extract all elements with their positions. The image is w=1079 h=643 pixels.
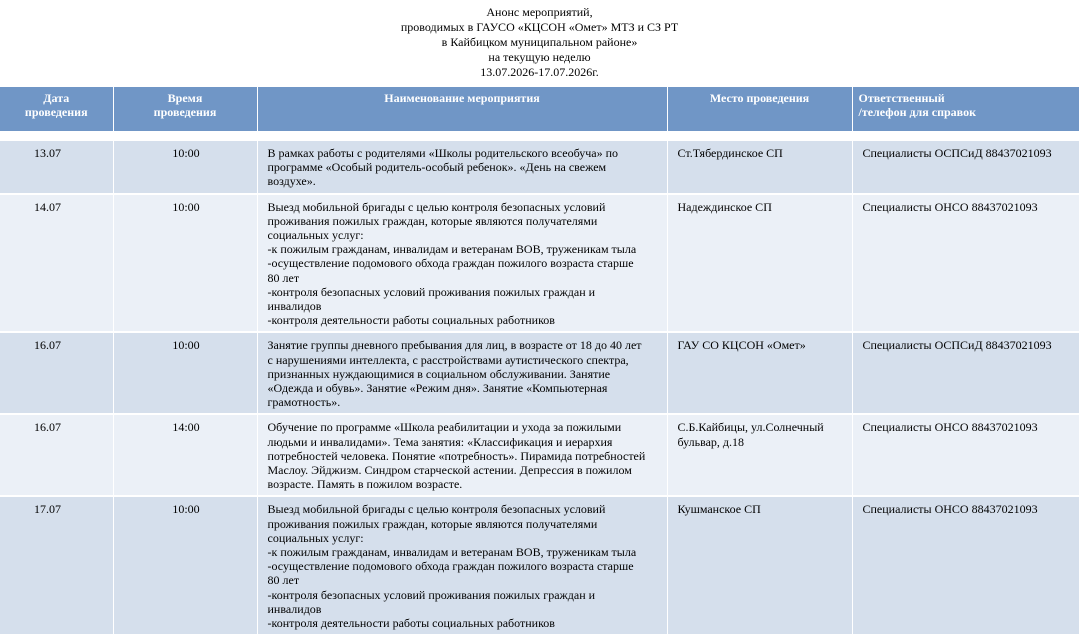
event-date: 13.07 bbox=[0, 140, 113, 194]
header-line: 13.07.2026-17.07.2026г. bbox=[480, 65, 599, 79]
event-place: Кушманское СП bbox=[667, 496, 852, 635]
event-description: Выезд мобильной бригады с целью контроля безопасных условий проживания пожилых граждан, которые являются получателями социальных услуг: -к пожилым гражданам, инвалидам и ветеранам ВОВ, труженикам тыла -осуществление подомового обхода граждан пожилого возраста старше 80 лет -контроля безопасных условий проживания пожилых граждан и инвалидов -контроля деятельности работы социальных работников bbox=[257, 496, 667, 635]
table-header-row bbox=[0, 87, 1079, 131]
column-header-time: Время проведения bbox=[113, 87, 257, 131]
event-description: Выезд мобильной бригады с целью контроля безопасных условий проживания пожилых граждан, которые являются получателями социальных услуг: -к пожилым гражданам, инвалидам и ветеранам ВОВ, труженикам тыла -осуществление подомового обхода граждан пожилого возраста старше 80 лет -контроля безопасных условий проживания пожилых граждан и инвалидов -контроля деятельности работы социальных работников bbox=[257, 194, 667, 333]
event-date: 16.07 bbox=[0, 414, 113, 496]
column-header-date: Дата проведения bbox=[0, 87, 113, 131]
event-responsible: Специалисты ОНСО 88437021093 bbox=[852, 194, 1079, 333]
event-description: Занятие группы дневного пребывания для лиц, в возрасте от 18 до 40 лет с нарушениями интеллекта, с расстройствами аутистического спектра, признанных нуждающимися в социальном обслуживании. Занятие «Одежда и обувь». Занятие «Режим дня». Занятие «Компьютерная грамотность». bbox=[257, 332, 667, 414]
event-responsible: Специалисты ОСПСиД 88437021093 bbox=[852, 332, 1079, 414]
event-time: 10:00 bbox=[113, 496, 257, 635]
event-description: В рамках работы с родителями «Школы родительского всеобуча» по программе «Особый родитель-особый ребенок». «День на свежем воздухе». bbox=[257, 140, 667, 194]
header-line: проводимых в ГАУСО «КЦСОН «Омет» МТЗ и СЗ РТ bbox=[400, 20, 679, 34]
column-header-responsible: Ответственный /телефон для справок bbox=[852, 87, 1079, 131]
table-row bbox=[0, 332, 1079, 414]
event-responsible: Специалисты ОНСО 88437021093 bbox=[852, 496, 1079, 635]
header-line: Анонс мероприятий, bbox=[486, 5, 593, 19]
event-time: 14:00 bbox=[113, 414, 257, 496]
column-header-place: Место проведения bbox=[667, 87, 852, 131]
event-date: 16.07 bbox=[0, 332, 113, 414]
event-place: С.Б.Кайбицы, ул.Солнечный бульвар, д.18 bbox=[667, 414, 852, 496]
header-line: в Кайбицком муниципальном районе» bbox=[441, 35, 638, 49]
document-header bbox=[0, 0, 1079, 87]
event-time: 10:00 bbox=[113, 194, 257, 333]
event-time: 10:00 bbox=[113, 332, 257, 414]
event-time: 10:00 bbox=[113, 140, 257, 194]
table-row bbox=[0, 496, 1079, 635]
header-line: на текущую неделю bbox=[488, 50, 591, 64]
event-date: 17.07 bbox=[0, 496, 113, 635]
events-table bbox=[0, 87, 1079, 636]
event-date: 14.07 bbox=[0, 194, 113, 333]
table-row bbox=[0, 140, 1079, 194]
event-place: Ст.Тябердинское СП bbox=[667, 140, 852, 194]
event-responsible: Специалисты ОНСО 88437021093 bbox=[852, 414, 1079, 496]
header-spacer bbox=[0, 131, 1079, 140]
table-row bbox=[0, 414, 1079, 496]
event-place: Надеждинское СП bbox=[667, 194, 852, 333]
event-responsible: Специалисты ОСПСиД 88437021093 bbox=[852, 140, 1079, 194]
event-place: ГАУ СО КЦСОН «Омет» bbox=[667, 332, 852, 414]
event-description: Обучение по программе «Школа реабилитации и ухода за пожилыми людьми и инвалидами». Тема занятия: «Классификация и иерархия потребностей человека. Понятие «потребность». Пирамида потребностей Маслоу. Эйджизм. Синдром старческой астении. Депрессия в пожилом возрасте. Память в пожилом возрасте. bbox=[257, 414, 667, 496]
table-row bbox=[0, 194, 1079, 333]
column-header-event-name: Наименование мероприятия bbox=[257, 87, 667, 131]
